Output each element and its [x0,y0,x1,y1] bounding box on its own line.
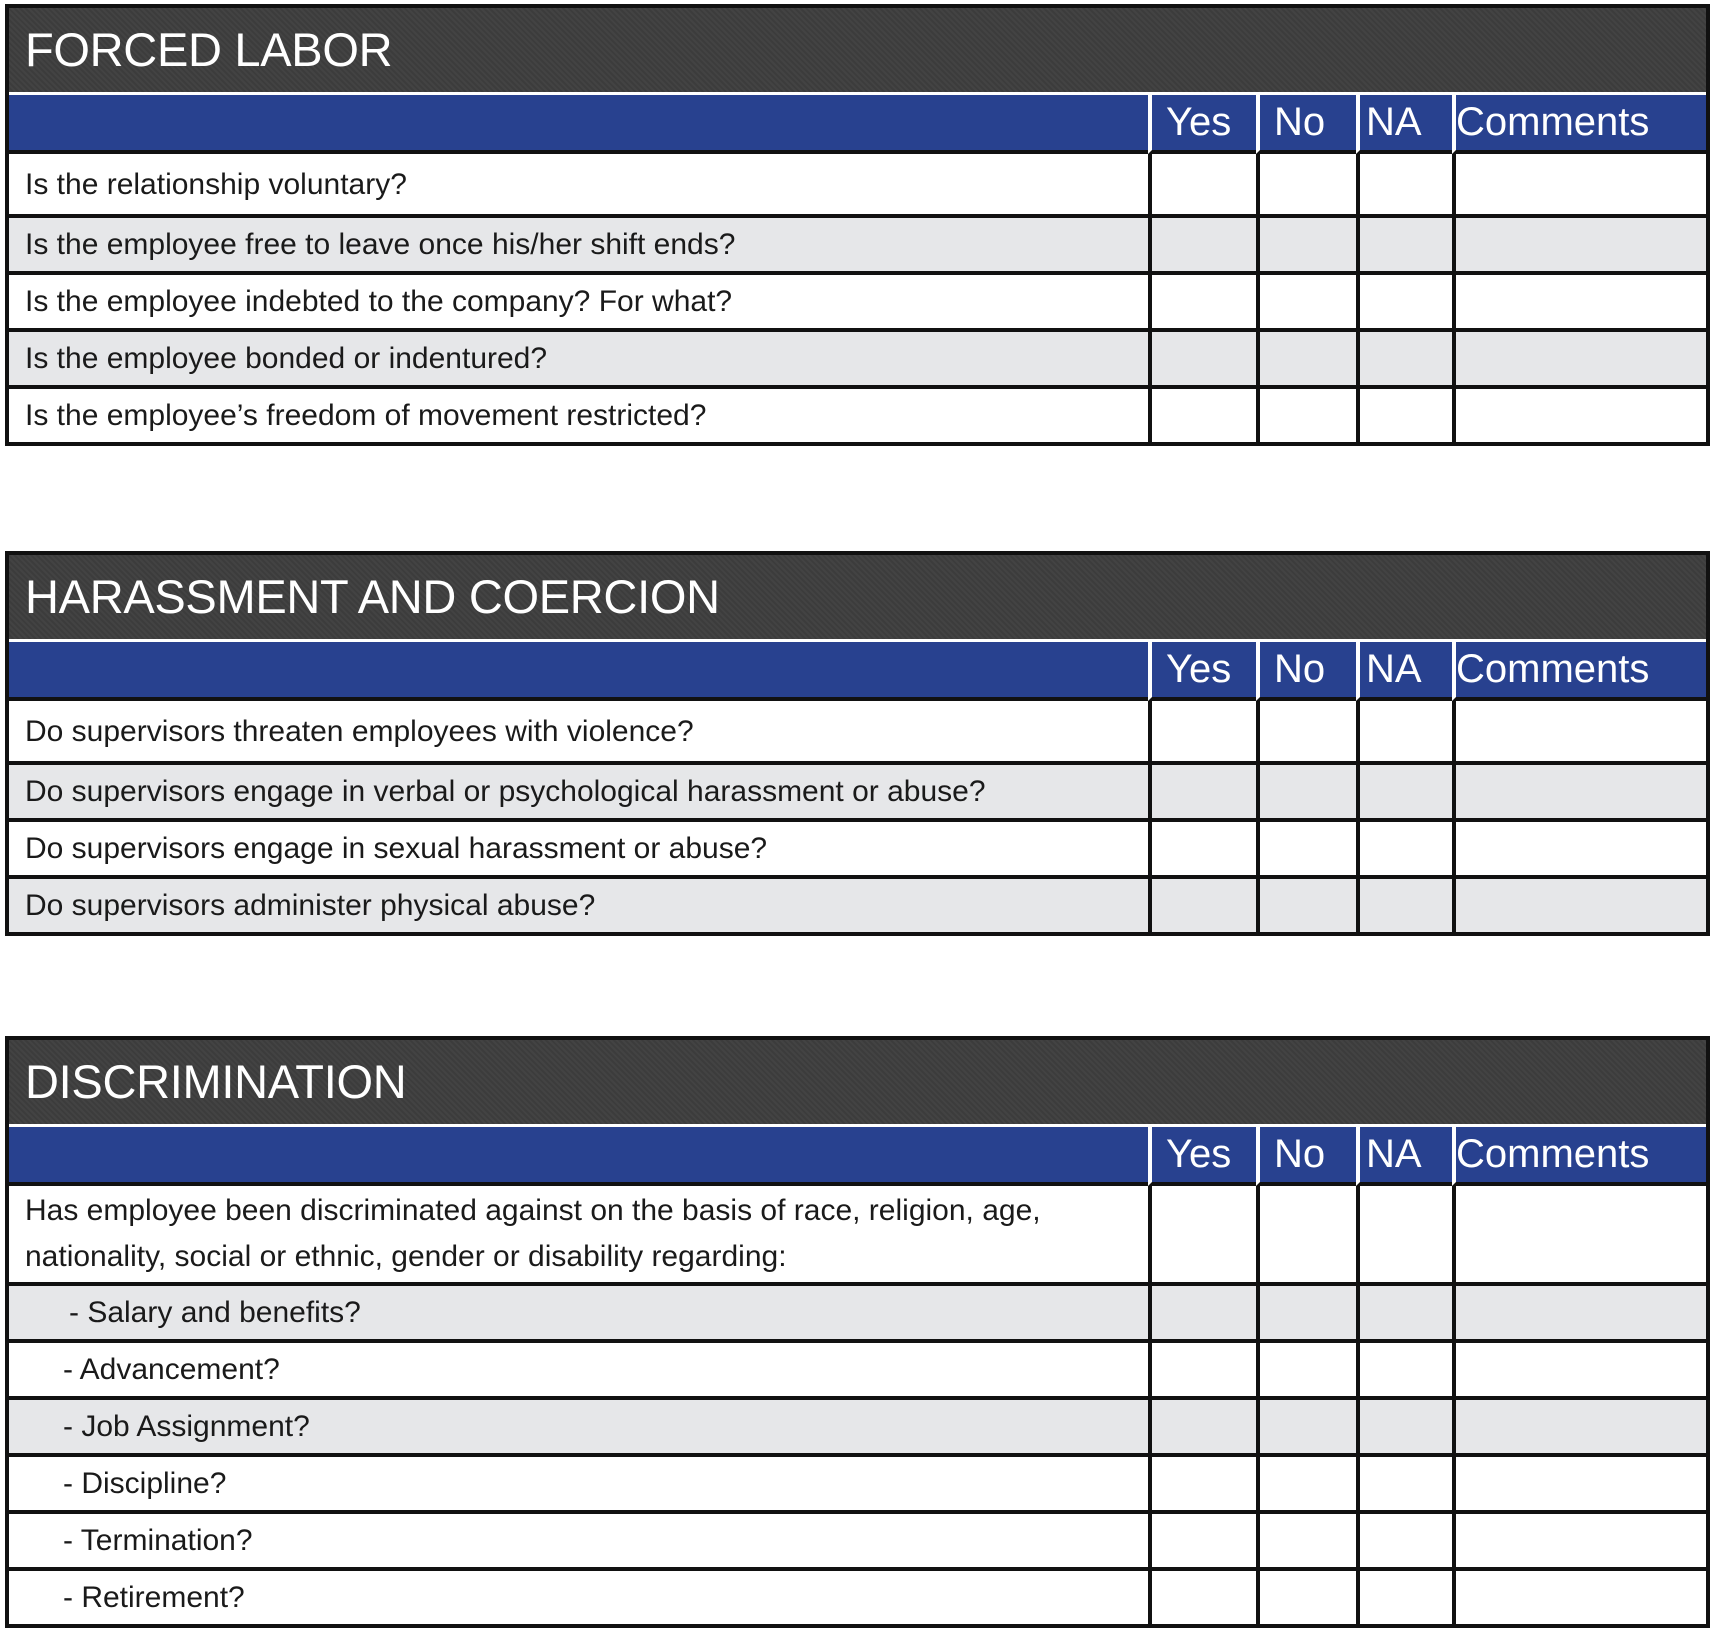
checklist-table [9,639,1706,932]
comments-cell[interactable] [1452,1453,1706,1510]
table-header-row [9,92,1706,154]
question-text: - Job Assignment? [9,1396,1148,1453]
question-text: Do supervisors threaten employees with violence? [9,701,1148,761]
comments-cell[interactable] [1452,385,1706,442]
question-text: - Termination? [9,1510,1148,1567]
na-cell[interactable] [1356,154,1452,214]
checklist-table [9,92,1706,442]
yes-cell[interactable] [1148,154,1256,214]
na-cell[interactable] [1356,761,1452,818]
na-cell[interactable] [1356,1396,1452,1453]
no-cell[interactable] [1256,328,1356,385]
comments-cell[interactable] [1452,1567,1706,1624]
question-text: Is the employee’s freedom of movement restricted? [9,385,1148,442]
no-cell[interactable] [1256,761,1356,818]
yes-cell[interactable] [1148,271,1256,328]
table-header-row [9,639,1706,701]
yes-cell[interactable] [1148,1510,1256,1567]
table-row [9,875,1706,932]
yes-cell[interactable] [1148,701,1256,761]
yes-cell[interactable] [1148,1567,1256,1624]
question-text: Do supervisors engage in verbal or psychological harassment or abuse? [9,761,1148,818]
yes-cell[interactable] [1148,1396,1256,1453]
na-cell[interactable] [1356,1339,1452,1396]
yes-cell[interactable] [1148,328,1256,385]
yes-column-header: Yes [1148,1124,1256,1186]
question-column-header [9,639,1148,701]
yes-column-header: Yes [1148,92,1256,154]
question-text: Is the employee free to leave once his/her shift ends? [9,214,1148,271]
na-cell[interactable] [1356,1567,1452,1624]
no-cell[interactable] [1256,271,1356,328]
na-cell[interactable] [1356,1186,1452,1282]
no-column-header: No [1256,92,1356,154]
yes-cell[interactable] [1148,761,1256,818]
comments-cell[interactable] [1452,154,1706,214]
comments-column-header: Comments [1452,1124,1706,1186]
no-cell[interactable] [1256,154,1356,214]
no-cell[interactable] [1256,818,1356,875]
comments-cell[interactable] [1452,701,1706,761]
checklist-table [9,1124,1706,1624]
table-header-row [9,1124,1706,1186]
table-row [9,385,1706,442]
table-row [9,1510,1706,1567]
yes-cell[interactable] [1148,385,1256,442]
yes-column-header: Yes [1148,639,1256,701]
na-cell[interactable] [1356,818,1452,875]
question-text: - Retirement? [9,1567,1148,1624]
no-cell[interactable] [1256,385,1356,442]
question-text: - Advancement? [9,1339,1148,1396]
question-text: Has employee been discriminated against on the basis of race, religion, age, nationality, social or ethnic, gender or disability regarding: [9,1186,1148,1282]
yes-cell[interactable] [1148,1186,1256,1282]
question-text: Do supervisors administer physical abuse? [9,875,1148,932]
na-cell[interactable] [1356,385,1452,442]
table-row [9,1453,1706,1510]
table-row [9,1567,1706,1624]
na-cell[interactable] [1356,214,1452,271]
table-row [9,1186,1706,1282]
yes-cell[interactable] [1148,875,1256,932]
comments-cell[interactable] [1452,875,1706,932]
section-harassment-coercion [5,551,1710,936]
section-title: HARASSMENT AND COERCION [9,555,1706,639]
comments-cell[interactable] [1452,761,1706,818]
table-row [9,818,1706,875]
comments-cell[interactable] [1452,1396,1706,1453]
comments-cell[interactable] [1452,214,1706,271]
no-cell[interactable] [1256,214,1356,271]
yes-cell[interactable] [1148,1282,1256,1339]
question-text: Is the employee bonded or indentured? [9,328,1148,385]
no-cell[interactable] [1256,1567,1356,1624]
question-text: Is the relationship voluntary? [9,154,1148,214]
no-cell[interactable] [1256,1282,1356,1339]
question-column-header [9,1124,1148,1186]
no-cell[interactable] [1256,701,1356,761]
na-cell[interactable] [1356,875,1452,932]
section-title: DISCRIMINATION [9,1040,1706,1124]
table-row [9,1282,1706,1339]
na-column-header: NA [1356,639,1452,701]
comments-cell[interactable] [1452,328,1706,385]
no-cell[interactable] [1256,1186,1356,1282]
question-column-header [9,92,1148,154]
no-cell[interactable] [1256,875,1356,932]
comments-column-header: Comments [1452,639,1706,701]
comments-cell[interactable] [1452,271,1706,328]
comments-column-header: Comments [1452,92,1706,154]
na-cell[interactable] [1356,1510,1452,1567]
yes-cell[interactable] [1148,818,1256,875]
no-column-header: No [1256,1124,1356,1186]
no-cell[interactable] [1256,1453,1356,1510]
question-text: Do supervisors engage in sexual harassment or abuse? [9,818,1148,875]
comments-cell[interactable] [1452,1282,1706,1339]
na-column-header: NA [1356,1124,1452,1186]
no-cell[interactable] [1256,1339,1356,1396]
table-row [9,701,1706,761]
table-row [9,1396,1706,1453]
na-cell[interactable] [1356,271,1452,328]
table-row [9,1339,1706,1396]
yes-cell[interactable] [1148,214,1256,271]
table-row [9,271,1706,328]
section-title: FORCED LABOR [9,8,1706,92]
comments-cell[interactable] [1452,818,1706,875]
comments-cell[interactable] [1452,1186,1706,1282]
na-column-header: NA [1356,92,1452,154]
section-forced-labor [5,4,1710,446]
question-text: - Salary and benefits? [9,1282,1148,1339]
comments-cell[interactable] [1452,1339,1706,1396]
table-row [9,328,1706,385]
question-text: - Discipline? [9,1453,1148,1510]
no-cell[interactable] [1256,1396,1356,1453]
section-discrimination [5,1036,1710,1628]
yes-cell[interactable] [1148,1339,1256,1396]
na-cell[interactable] [1356,1282,1452,1339]
na-cell[interactable] [1356,1453,1452,1510]
table-row [9,214,1706,271]
comments-cell[interactable] [1452,1510,1706,1567]
yes-cell[interactable] [1148,1453,1256,1510]
table-row [9,154,1706,214]
table-row [9,761,1706,818]
no-cell[interactable] [1256,1510,1356,1567]
na-cell[interactable] [1356,701,1452,761]
na-cell[interactable] [1356,328,1452,385]
no-column-header: No [1256,639,1356,701]
question-text: Is the employee indebted to the company? For what? [9,271,1148,328]
